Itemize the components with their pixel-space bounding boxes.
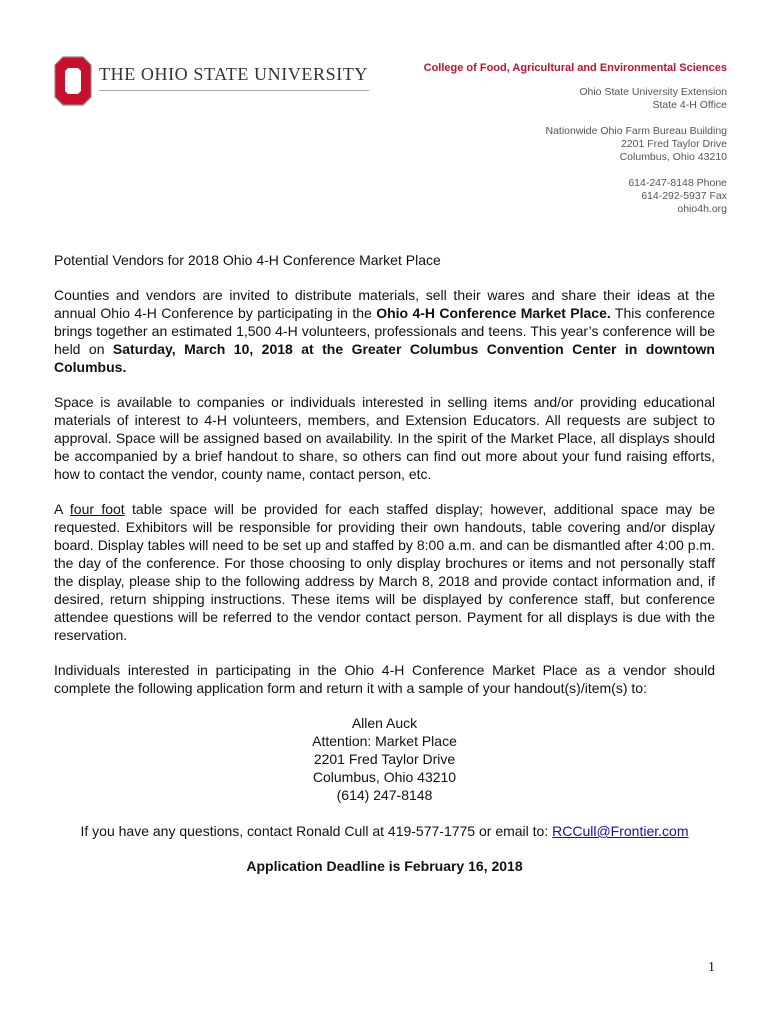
text-run: If you have any questions, contact Ronald Cull at 419-577-1775 or email to: xyxy=(80,823,553,839)
logo-underline xyxy=(99,90,369,91)
page-number: 1 xyxy=(708,960,715,975)
letter-title: Potential Vendors for 2018 Ohio 4-H Conference Market Place xyxy=(54,252,441,268)
questions-line xyxy=(54,822,715,840)
text-run: Counties and vendors are invited to distribute materials, sell their wares and share their ideas at the annual Ohio 4-H Conference by participating in the xyxy=(54,287,715,321)
paragraph-space: Space is available to companies or individuals interested in selling items and/or providing educational materials of interest to 4-H volunteers, members, and Extension Educators. All requests are subject to approval. Space will be assigned based on availability. In the spirit of the Market Place, all displays should be accompanied by a brief handout to share, so others can find out more about your fund raising efforts, how to contact the vendor, county name, contact person, etc. xyxy=(54,394,715,482)
website-line[interactable]: ohio4h.org xyxy=(677,203,727,215)
text-run: This conference brings together an estimated 1,500 4-H volunteers, professionals and teens. This year’s conference will be held on xyxy=(54,305,715,357)
event-date-location: Saturday, March 10, 2018 at the Greater Columbus Convention Center in downtown Columbus. xyxy=(54,341,715,375)
phone-block xyxy=(407,177,727,216)
university-name: THE OHIO STATE UNIVERSITY xyxy=(99,64,369,84)
address-line: Attention: Market Place xyxy=(312,733,457,749)
address-line: 2201 Fred Taylor Drive xyxy=(313,751,456,767)
address-line: Columbus, Ohio 43210 xyxy=(312,769,457,785)
address-line: (614) 247-8148 xyxy=(336,787,433,803)
osu-logo xyxy=(54,56,374,106)
email-link[interactable]: RCCull@Frontier.com xyxy=(552,823,689,839)
paragraph-intro xyxy=(54,286,715,376)
text-run: table space will be provided for each staffed display; however, additional space may be requested. Exhibitors will be responsible for providing their own handouts, table covering and/or display board. Display tables will need to be set up and staffed by 8:00 a.m. and can be dismantled after 4:00 p.m. the day of the conference. For those choosing to only display brochures or items and not personally staff the display, please ship to the following address by March 8, 2018 and provide contact information and, if desired, return shipping instructions. These items will be displayed by conference staff, but conference attendee questions will be referred to the vendor contact person. Payment for all displays is due with the reservation. xyxy=(54,501,715,643)
address-line: Allen Auck xyxy=(351,715,418,731)
college-name: College of Food, Agricultural and Environmental Sciences xyxy=(423,62,727,74)
paragraph-table xyxy=(54,500,715,644)
address-line: Columbus, Ohio 43210 xyxy=(619,151,727,163)
address-line: Nationwide Ohio Farm Bureau Building xyxy=(545,125,727,137)
underlined-text: four foot xyxy=(69,501,125,517)
address-line: 2201 Fred Taylor Drive xyxy=(620,138,727,150)
fax-line: 614-292-5937 Fax xyxy=(641,190,727,202)
phone-line: 614-247-8148 Phone xyxy=(628,177,727,189)
office-line: State 4-H Office xyxy=(652,99,727,111)
paragraph-apply: Individuals interested in participating in the Ohio 4-H Conference Market Place as a vendor should complete the following application form and return it with a sample of your handout(s)/item(s) to: xyxy=(54,662,715,696)
event-name: Ohio 4-H Conference Market Place. xyxy=(376,305,611,321)
block-o-icon xyxy=(54,56,92,106)
office-block xyxy=(407,86,727,112)
letter-body xyxy=(54,251,715,875)
office-line: Ohio State University Extension xyxy=(579,86,727,98)
mailing-address xyxy=(54,714,715,804)
letterhead-contact xyxy=(407,86,727,229)
text-run: A xyxy=(54,501,70,517)
application-deadline: Application Deadline is February 16, 2018 xyxy=(246,858,523,874)
address-block xyxy=(407,125,727,164)
